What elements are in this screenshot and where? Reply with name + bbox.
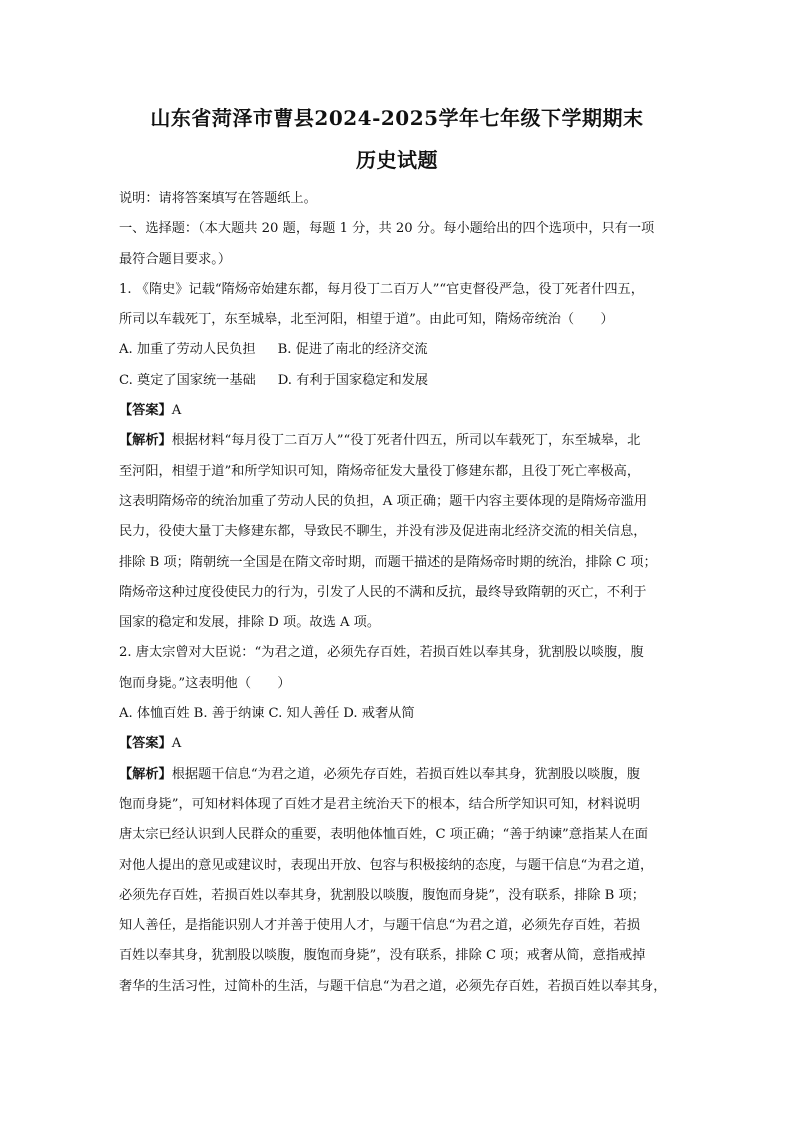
question-2-answer (119, 729, 689, 759)
question-1-analysis-line-1 (119, 426, 689, 456)
question-1-answer (119, 396, 689, 426)
exam-subtitle: 历史试题 (356, 148, 438, 172)
question-2-stem-line-2: 饱而身毙。”这表明他（ ） (119, 675, 291, 691)
question-2-option-a: A. 体恤百姓 (119, 706, 190, 722)
question-2-options-row (119, 699, 689, 729)
exam-title: 山东省菏泽市曹县2024-2025学年七年级下学期期末 (150, 106, 644, 130)
analysis-tag: 【解析】 (119, 766, 172, 782)
question-1-analysis-line-4: 民力，役使大量丁夫修建东都，导致民不聊生，并没有涉及促进南北经济交流的相关信息， (119, 524, 647, 540)
question-2-stem-line-1: 2. 唐太宗曾对大臣说：“为君之道，必须先存百姓，若损百姓以奉其身，犹割股以啖腹，腹 (119, 645, 644, 661)
answer-value: A (171, 736, 182, 752)
question-2 (119, 638, 689, 1002)
question-2-analysis-line-5: 必须先存百姓，若损百姓以奉其身，犹割股以啖腹，腹饱而身毙”，没有联系，排除 B 项； (119, 887, 645, 903)
question-2-option-c: C. 知人善任 (268, 706, 340, 722)
answer-tag: 【答案】 (119, 403, 172, 419)
analysis-text: 根据材料“每月役丁二百万人”“役丁死者什四五，所司以车载死丁，东至城皋，北 (171, 433, 641, 449)
question-2-option-d: D. 戒奢从简 (343, 706, 415, 722)
question-1-analysis-line-7: 国家的稳定和发展，排除 D 项。故选 A 项。 (119, 615, 381, 631)
question-1-stem-line-2: 所司以车载死丁，东至城皋，北至河阳，相望于道”。由此可知，隋炀帝统治（ ） (119, 312, 614, 328)
question-2-analysis-line-3: 唐太宗已经认识到人民群众的重要，表明他体恤百姓，C 项正确；“善于纳谏”意指某人在面 (119, 827, 648, 843)
question-1-options-row-1 (119, 335, 689, 365)
section-heading-line-2: 最符合题目要求。） (119, 251, 232, 267)
question-1-analysis-line-5: 排除 B 项；隋朝统一全国是在隋文帝时期，而题干描述的是隋炀帝时期的统治，排除 C 项； (119, 554, 657, 570)
section-heading-line-1: 一、选择题：（本大题共 20 题，每题 1 分，共 20 分。每小题给出的四个选项中，只有一项 (119, 221, 655, 237)
question-2-analysis-line-7: 百姓以奉其身，犹割股以啖腹，腹饱而身毙”，没有联系，排除 C 项；戒奢从简，意指戒掉 (119, 948, 646, 964)
answer-value: A (171, 403, 182, 419)
question-1-options-row-2 (119, 366, 689, 396)
analysis-text: 根据题干信息“为君之道，必须先存百姓，若损百姓以奉其身，犹割股以啖腹，腹 (171, 766, 641, 782)
question-1-option-c: C. 奠定了国家统一基础 (119, 372, 256, 388)
question-1-analysis-line-6: 隋炀帝这种过度役使民力的行为，引发了人民的不满和反抗，最终导致隋朝的灭亡，不利于 (119, 584, 647, 600)
question-1-option-a: A. 加重了劳动人民负担 (119, 342, 256, 358)
question-1-stem-line-1: 1. 《隋史》记载“隋炀帝始建东都，每月役丁二百万人”“官吏督役严急，役丁死者什四五， (119, 281, 644, 297)
answer-tag: 【答案】 (119, 736, 172, 752)
question-2-analysis-line-1 (119, 760, 689, 790)
instruction-note: 说明：请将答案填写在答题纸上。 (119, 191, 317, 206)
question-2-analysis-line-4: 对他人提出的意见或建议时，表现出开放、包容与积极接纳的态度，与题干信息“为君之道， (119, 857, 654, 873)
question-2-analysis-line-2: 饱而身毙”，可知材料体现了百姓才是君主统治天下的根本，结合所学知识可知，材料说明 (119, 796, 641, 812)
question-1-analysis-line-2: 至河阳，相望于道”和所学知识可知，隋炀帝征发大量役丁修建东都，且役丁死亡率极高， (119, 463, 641, 479)
question-1-option-d: D. 有利于国家稳定和发展 (277, 372, 429, 388)
question-1-analysis-line-3: 这表明隋炀帝的统治加重了劳动人民的负担，A 项正确；题干内容主要体现的是隋炀帝滥用 (119, 493, 648, 509)
question-2-option-b: B. 善于纳谏 (193, 706, 265, 722)
question-2-analysis-line-6: 知人善任，是指能识别人才并善于使用人才，与题干信息“为君之道，必须先存百姓，若损 (119, 918, 641, 934)
exam-content (119, 184, 689, 1002)
question-1-option-b: B. 促进了南北的经济交流 (277, 342, 428, 358)
question-2-analysis-line-8: 奢华的生活习性，过简朴的生活，与题干信息“为君之道，必须先存百姓，若损百姓以奉其身， (119, 978, 667, 994)
analysis-tag: 【解析】 (119, 433, 172, 449)
question-1 (119, 275, 689, 639)
